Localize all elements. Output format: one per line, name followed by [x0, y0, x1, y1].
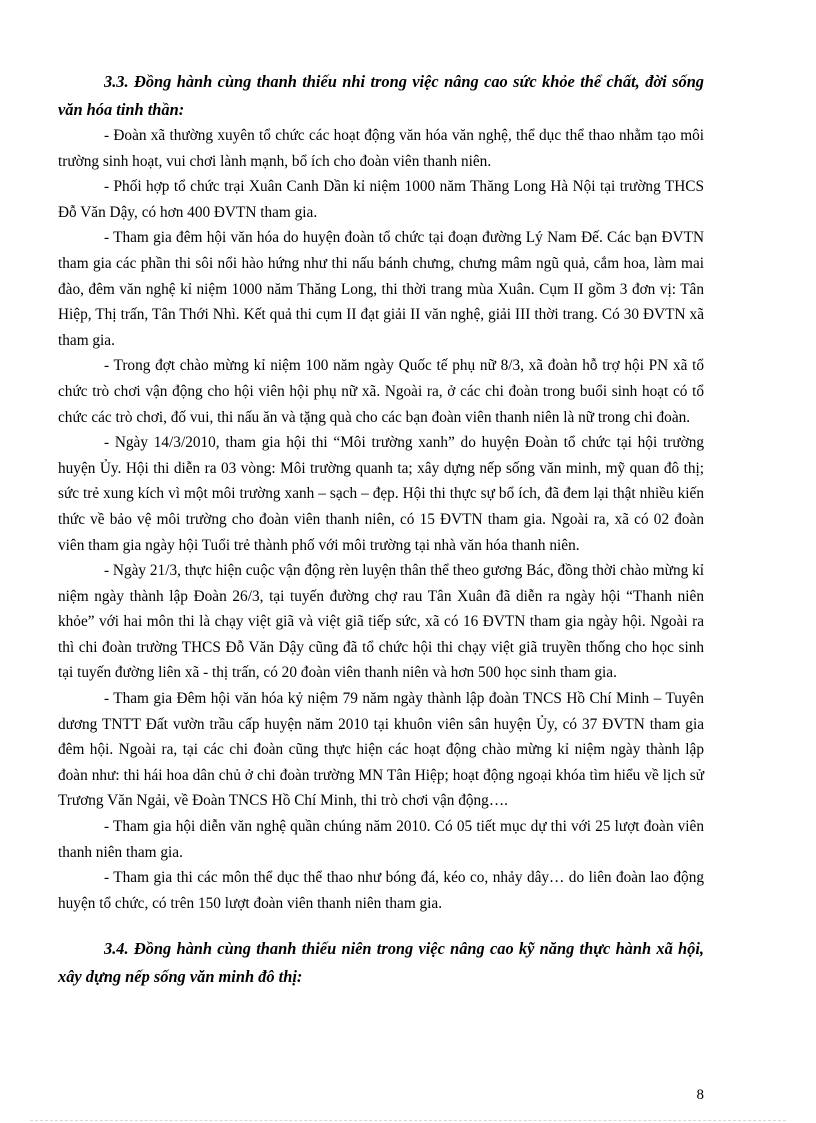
section-heading-3-4: 3.4. Đồng hành cùng thanh thiếu niên trong việc nâng cao kỹ năng thực hành xã hội, xây dựng nếp sống văn minh đô thị: [58, 939, 704, 986]
page-number: 8 [696, 1087, 704, 1103]
document-page [58, 68, 704, 990]
paragraph-culture-night: - Tham gia đêm hội văn hóa do huyện đoàn tổ chức tại đoạn đường Lý Nam Đế. Các bạn ĐVTN tham gia các phần thi sôi nổi hào hứng như thi nấu bánh chưng, chưng mâm ngũ quả, cắm hoa, làm mai đào, đêm văn nghệ kỉ niệm 1000 năm Thăng Long, thi thời trang mùa Xuân. Cụm II gồm 3 đơn vị: Tân Hiệp, Thị trấn, Tân Thới Nhì. Kết quả thi cụm II đạt giải II văn nghệ, giải III thời trang. Có 30 ĐVTN xã tham gia. [58, 229, 704, 349]
paragraph-spring-camp: - Phối hợp tổ chức trại Xuân Canh Dần kỉ niệm 1000 năm Thăng Long Hà Nội tại trường THCS Đỗ Văn Dậy, có hơn 400 ĐVTN tham gia. [58, 178, 704, 221]
paragraph-green-environment: - Ngày 14/3/2010, tham gia hội thi “Môi trường xanh” do huyện Đoàn tổ chức tại hội trường huyện Ủy. Hội thi diễn ra 03 vòng: Môi trường quanh ta; xây dựng nếp sống văn minh, mỹ quan đô thị; sức trẻ xung kích vì một môi trường xanh – sạch – đẹp. Hội thi thực sự bổ ích, đã đem lại thật nhiều kiến thức về bảo vệ môi trường cho đoàn viên thanh niên, có 15 ĐVTN tham gia. Ngoài ra, xã có 02 đoàn viên tham gia ngày hội Tuổi trẻ thành phố với môi trường tại nhà văn hóa thanh niên. [58, 434, 704, 554]
paragraph-union-anniversary: - Tham gia Đêm hội văn hóa kỷ niệm 79 năm ngày thành lập đoàn TNCS Hồ Chí Minh – Tuyên dương TNTT Đất vườn trầu cấp huyện năm 2010 tại khuôn viên sân huyện Ủy, có 37 ĐVTN tham gia đêm hội. Ngoài ra, tại các chi đoàn cũng thực hiện các hoạt động chào mừng kỉ niệm ngày thành lập đoàn như: thi hái hoa dân chủ ở chi đoàn trường MN Tân Hiệp; hoạt động ngoại khóa tìm hiểu về lịch sử Trương Văn Ngải, về Đoàn TNCS Hồ Chí Minh, thi trò chơi vận động…. [58, 690, 704, 810]
paragraph-art-festival: - Tham gia hội diễn văn nghệ quần chúng năm 2010. Có 05 tiết mục dự thi với 25 lượt đoàn viên thanh niên tham gia. [58, 818, 704, 861]
paragraph-sports: - Tham gia thi các môn thể dục thể thao như bóng đá, kéo co, nhảy dây… do liên đoàn lao động huyện tổ chức, có trên 150 lượt đoàn viên thanh niên tham gia. [58, 869, 704, 912]
footer-divider [30, 1120, 786, 1121]
paragraph-womens-day: - Trong đợt chào mừng kỉ niệm 100 năm ngày Quốc tế phụ nữ 8/3, xã đoàn hỗ trợ hội PN xã tổ chức trò chơi vận động cho hội viên hội phụ nữ xã. Ngoài ra, ở các chi đoàn trong buổi sinh hoạt có tổ chức các trò chơi, đố vui, thi nấu ăn và tặng quà cho các bạn đoàn viên thanh niên là nữ trong chi đoàn. [58, 357, 704, 426]
paragraph-cultural-activities: - Đoàn xã thường xuyên tổ chức các hoạt động văn hóa văn nghệ, thể dục thể thao nhằm tạo môi trường sinh hoạt, vui chơi lành mạnh, bổ ích cho đoàn viên thanh niên. [58, 127, 704, 170]
paragraph-healthy-youth: - Ngày 21/3, thực hiện cuộc vận động rèn luyện thân thể theo gương Bác, đồng thời chào mừng kỉ niệm ngày thành lập Đoàn 26/3, tại tuyến đường chợ rau Tân Xuân đã diễn ra ngày hội “Thanh niên khỏe” với hai môn thi là chạy việt giã và việt giã tiếp sức, xã có 16 ĐVTN tham gia ngày hội. Ngoài ra thì chi đoàn trường THCS Đỗ Văn Dậy cũng đã tổ chức hội thi chạy việt giã truyền thống cho học sinh tại tuyến đường liên xã - thị trấn, có 20 đoàn viên thanh niên và hơn 500 học sinh tham gia. [58, 562, 704, 682]
section-heading-3-3: 3.3. Đồng hành cùng thanh thiếu nhi trong việc nâng cao sức khỏe thể chất, đời sống văn hóa tinh thần: [58, 72, 704, 119]
